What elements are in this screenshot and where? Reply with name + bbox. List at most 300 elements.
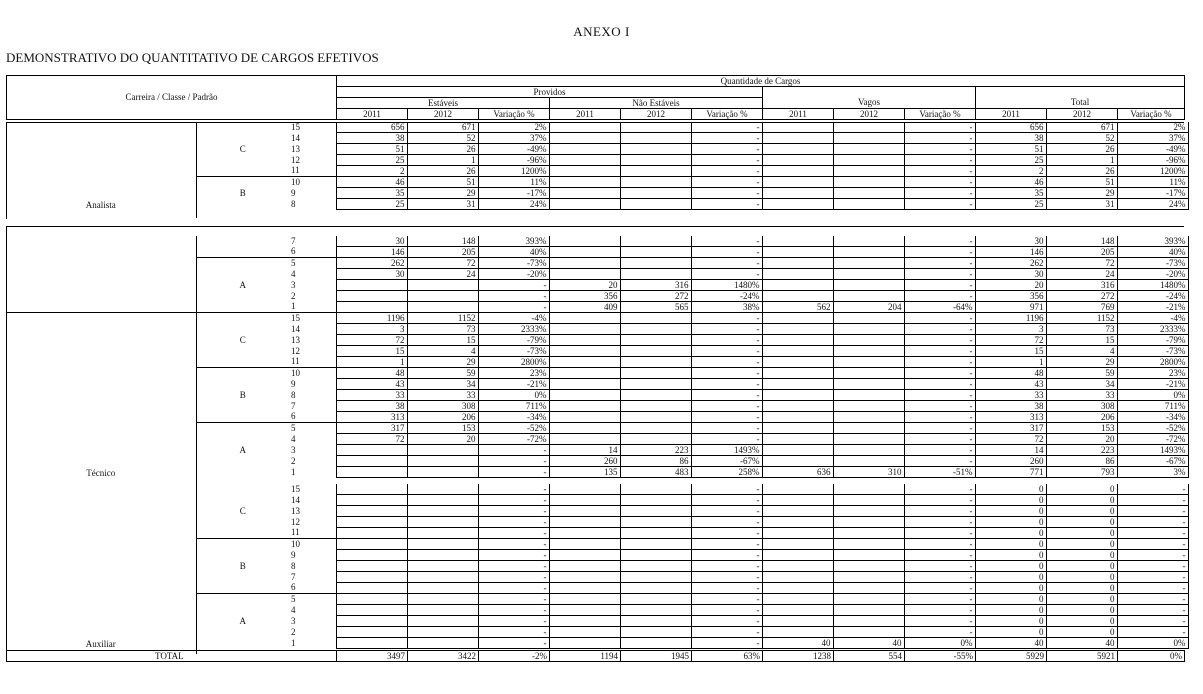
value-cell: 1 (407, 155, 478, 166)
value-cell (833, 506, 904, 517)
value-cell: -21% (1117, 302, 1188, 313)
value-cell: 31 (407, 199, 478, 210)
header-year: 2012 (1047, 109, 1118, 120)
value-cell: - (904, 572, 975, 583)
header-variacao: Variação % (905, 109, 976, 120)
value-cell (407, 291, 478, 302)
padrao-cell: 6 (289, 583, 336, 594)
value-cell: - (904, 495, 975, 506)
header-year: 2012 (621, 109, 692, 120)
value-cell: - (691, 583, 762, 594)
value-cell (620, 379, 691, 390)
value-cell (762, 346, 833, 357)
value-cell: - (691, 616, 762, 627)
value-cell (762, 269, 833, 280)
padrao-cell: 9 (289, 379, 336, 390)
value-cell (336, 572, 407, 583)
value-cell: - (904, 280, 975, 291)
value-cell: -73% (1117, 258, 1188, 269)
value-cell: -52% (1117, 423, 1188, 434)
value-cell: 48 (975, 368, 1046, 379)
value-cell: - (691, 638, 762, 649)
value-cell: -17% (1117, 188, 1188, 199)
value-cell: 37% (478, 133, 549, 144)
value-cell (833, 247, 904, 258)
value-cell (336, 467, 407, 478)
value-cell: 72 (407, 258, 478, 269)
value-cell: 313 (975, 412, 1046, 423)
padrao-cell: 12 (289, 517, 336, 528)
value-cell (762, 133, 833, 144)
value-cell (549, 166, 620, 177)
value-cell: 636 (762, 467, 833, 478)
value-cell: 43 (975, 379, 1046, 390)
value-cell: 0 (1046, 594, 1117, 605)
value-cell: 1200% (1117, 166, 1188, 177)
table-row (6, 313, 1203, 324)
classe-label: C (239, 143, 246, 154)
header-estaveis: Estáveis (337, 98, 550, 109)
value-cell (833, 550, 904, 561)
value-cell: - (904, 506, 975, 517)
value-cell: - (478, 583, 549, 594)
value-cell: 308 (407, 401, 478, 412)
value-cell: 24% (1117, 199, 1188, 210)
value-cell: - (904, 434, 975, 445)
value-cell: - (904, 269, 975, 280)
table-row (6, 484, 1203, 495)
value-cell: 11% (1117, 177, 1188, 188)
value-cell (762, 616, 833, 627)
value-cell (620, 506, 691, 517)
value-cell: - (691, 434, 762, 445)
value-cell: - (1117, 550, 1188, 561)
value-cell: 206 (1046, 412, 1117, 423)
value-cell (762, 335, 833, 346)
value-cell: 0% (1117, 390, 1188, 401)
value-cell: 29 (1046, 357, 1117, 368)
value-cell: 0 (1046, 583, 1117, 594)
value-cell (762, 313, 833, 324)
value-cell: - (691, 368, 762, 379)
value-cell: 2 (336, 166, 407, 177)
value-cell: 46 (336, 177, 407, 188)
value-cell (549, 638, 620, 649)
value-cell (762, 572, 833, 583)
header-variacao: Variação % (692, 109, 763, 120)
value-cell: 26 (1046, 166, 1117, 177)
value-cell: -72% (478, 434, 549, 445)
padrao-cell: 13 (289, 144, 336, 155)
value-cell (620, 605, 691, 616)
value-cell (833, 616, 904, 627)
value-cell (336, 484, 407, 495)
header-year: 2011 (976, 109, 1047, 120)
value-cell (833, 572, 904, 583)
value-cell: 316 (1046, 280, 1117, 291)
value-cell: -4% (1117, 313, 1188, 324)
classe-label: A (196, 423, 289, 478)
value-cell (762, 368, 833, 379)
value-cell (833, 445, 904, 456)
value-cell: 31 (1046, 199, 1117, 210)
value-cell (762, 484, 833, 495)
value-cell (407, 550, 478, 561)
total-value-cell: 63% (692, 651, 763, 662)
value-cell: 0 (975, 616, 1046, 627)
value-cell: 15 (1046, 335, 1117, 346)
data-table (6, 122, 1203, 210)
value-cell (762, 144, 833, 155)
value-cell (762, 280, 833, 291)
classe-label: A (196, 258, 289, 313)
value-cell: 0% (1117, 638, 1188, 649)
value-cell: - (904, 456, 975, 467)
padrao-cell: 13 (289, 335, 336, 346)
value-cell: 34 (1046, 379, 1117, 390)
value-cell: - (691, 627, 762, 638)
value-cell: -73% (1117, 346, 1188, 357)
value-cell: 3 (336, 324, 407, 335)
value-cell (620, 412, 691, 423)
value-cell: 0 (1046, 528, 1117, 539)
value-cell: 24 (1046, 269, 1117, 280)
value-cell: 72 (336, 335, 407, 346)
value-cell: 1152 (1046, 313, 1117, 324)
value-cell (336, 445, 407, 456)
value-cell: - (691, 605, 762, 616)
value-cell (336, 456, 407, 467)
value-cell: 20 (407, 434, 478, 445)
value-cell (549, 368, 620, 379)
value-cell (833, 155, 904, 166)
value-cell: 23% (478, 368, 549, 379)
value-cell (407, 467, 478, 478)
value-cell: 51 (336, 144, 407, 155)
padrao-cell: 12 (289, 155, 336, 166)
padrao-cell: 4 (289, 269, 336, 280)
value-cell: - (904, 627, 975, 638)
value-cell: - (904, 236, 975, 247)
total-table (6, 650, 1185, 662)
data-table (6, 484, 1203, 649)
value-cell: 148 (1046, 236, 1117, 247)
value-cell (549, 401, 620, 412)
padrao-cell: 11 (289, 357, 336, 368)
value-cell: - (691, 269, 762, 280)
value-cell: 671 (407, 122, 478, 133)
value-cell: - (691, 423, 762, 434)
value-cell: - (691, 506, 762, 517)
value-cell (833, 122, 904, 133)
header-providos: Providos (337, 87, 763, 98)
value-cell: 0 (975, 528, 1046, 539)
value-cell: 33 (975, 390, 1046, 401)
value-cell: 72 (975, 434, 1046, 445)
padrao-cell: 9 (289, 550, 336, 561)
value-cell: - (478, 572, 549, 583)
value-cell: 260 (549, 456, 620, 467)
value-cell (336, 627, 407, 638)
value-cell: - (1117, 528, 1188, 539)
value-cell: - (1117, 583, 1188, 594)
value-cell: 3% (1117, 467, 1188, 478)
value-cell: - (691, 155, 762, 166)
value-cell: - (904, 401, 975, 412)
value-cell: - (904, 155, 975, 166)
value-cell: - (904, 177, 975, 188)
value-cell: 483 (620, 467, 691, 478)
value-cell: 40 (762, 638, 833, 649)
value-cell: - (1117, 572, 1188, 583)
padrao-cell: 1 (289, 467, 336, 478)
value-cell: - (904, 122, 975, 133)
value-cell: -17% (478, 188, 549, 199)
value-cell: - (478, 517, 549, 528)
value-cell: 40% (478, 247, 549, 258)
value-cell (549, 572, 620, 583)
value-cell: 73 (1046, 324, 1117, 335)
value-cell: 0 (975, 517, 1046, 528)
value-cell: - (478, 506, 549, 517)
value-cell: 0 (1046, 616, 1117, 627)
value-cell: -21% (478, 379, 549, 390)
value-cell (549, 144, 620, 155)
value-cell (620, 583, 691, 594)
total-value-cell: 1194 (550, 651, 621, 662)
padrao-cell: 5 (289, 423, 336, 434)
total-value-cell: 0% (1118, 651, 1185, 662)
padrao-cell: 4 (289, 434, 336, 445)
value-cell: 769 (1046, 302, 1117, 313)
header-year: 2011 (550, 109, 621, 120)
padrao-cell: 10 (289, 177, 336, 188)
value-cell: - (904, 379, 975, 390)
value-cell (833, 258, 904, 269)
value-cell: 1 (1046, 155, 1117, 166)
value-cell: - (691, 236, 762, 247)
padrao-cell: 6 (289, 247, 336, 258)
value-cell: 1200% (478, 166, 549, 177)
value-cell: 317 (975, 423, 1046, 434)
value-cell (549, 379, 620, 390)
value-cell: 0 (975, 605, 1046, 616)
total-value-cell: -2% (479, 651, 550, 662)
data-table (6, 236, 1203, 478)
value-cell: 313 (336, 412, 407, 423)
value-cell: - (478, 616, 549, 627)
value-cell: 0% (478, 390, 549, 401)
value-cell (620, 346, 691, 357)
value-cell (620, 357, 691, 368)
value-cell: - (904, 357, 975, 368)
value-cell: 20 (1046, 434, 1117, 445)
value-cell: - (904, 368, 975, 379)
value-cell: 51 (407, 177, 478, 188)
value-cell: 29 (407, 357, 478, 368)
value-cell (620, 313, 691, 324)
value-cell: - (478, 495, 549, 506)
total-label: TOTAL (7, 651, 337, 662)
value-cell: 0 (1046, 539, 1117, 550)
value-cell: 148 (407, 236, 478, 247)
value-cell: - (691, 324, 762, 335)
value-cell (620, 517, 691, 528)
value-cell (620, 561, 691, 572)
value-cell (407, 572, 478, 583)
padrao-cell: 3 (289, 445, 336, 456)
value-cell (336, 583, 407, 594)
value-cell (833, 379, 904, 390)
padrao-cell: 6 (289, 412, 336, 423)
value-cell: - (478, 539, 549, 550)
value-cell: 258% (691, 467, 762, 478)
value-cell (762, 594, 833, 605)
value-cell (762, 528, 833, 539)
value-cell: 33 (407, 390, 478, 401)
value-cell (620, 572, 691, 583)
value-cell: - (478, 550, 549, 561)
padrao-cell: 10 (289, 368, 336, 379)
padrao-cell: 7 (289, 572, 336, 583)
value-cell: 38% (691, 302, 762, 313)
value-cell (620, 166, 691, 177)
value-cell: - (691, 247, 762, 258)
value-cell: 656 (336, 122, 407, 133)
value-cell: 1 (336, 357, 407, 368)
value-cell: - (691, 517, 762, 528)
value-cell (620, 133, 691, 144)
value-cell: -20% (478, 269, 549, 280)
value-cell (549, 236, 620, 247)
value-cell: 393% (1117, 236, 1188, 247)
value-cell: - (904, 144, 975, 155)
value-cell: 15 (407, 335, 478, 346)
value-cell: - (904, 517, 975, 528)
value-cell: - (904, 335, 975, 346)
value-cell: -24% (1117, 291, 1188, 302)
value-cell (620, 550, 691, 561)
value-cell (620, 199, 691, 210)
value-cell: - (904, 199, 975, 210)
value-cell (549, 133, 620, 144)
row-divider (6, 226, 1184, 227)
value-cell: - (691, 188, 762, 199)
value-cell (833, 188, 904, 199)
value-cell: 971 (975, 302, 1046, 313)
value-cell: -21% (1117, 379, 1188, 390)
value-cell (549, 247, 620, 258)
value-cell (762, 155, 833, 166)
value-cell: 0% (904, 638, 975, 649)
value-cell: 0 (975, 583, 1046, 594)
value-cell (833, 269, 904, 280)
value-cell: - (904, 258, 975, 269)
value-cell (407, 445, 478, 456)
value-cell: 35 (975, 188, 1046, 199)
value-cell (833, 605, 904, 616)
value-cell (833, 627, 904, 638)
value-cell (833, 434, 904, 445)
value-cell: - (1117, 616, 1188, 627)
value-cell (620, 236, 691, 247)
value-cell (762, 247, 833, 258)
value-cell (833, 177, 904, 188)
value-cell (833, 133, 904, 144)
value-cell: 0 (1046, 517, 1117, 528)
value-cell (762, 456, 833, 467)
value-cell (762, 539, 833, 550)
value-cell: -34% (1117, 412, 1188, 423)
value-cell: 2333% (478, 324, 549, 335)
value-cell: 0 (1046, 561, 1117, 572)
value-cell: - (904, 346, 975, 357)
value-cell: - (691, 258, 762, 269)
padrao-cell: 12 (289, 346, 336, 357)
header-nao-estaveis: Não Estáveis (550, 98, 763, 109)
padrao-cell: 15 (289, 484, 336, 495)
value-cell (549, 188, 620, 199)
value-cell: 0 (1046, 506, 1117, 517)
value-cell: -79% (478, 335, 549, 346)
value-cell: - (478, 291, 549, 302)
value-cell: 2 (975, 166, 1046, 177)
value-cell: 73 (407, 324, 478, 335)
value-cell (549, 583, 620, 594)
value-cell: 356 (549, 291, 620, 302)
value-cell (833, 236, 904, 247)
value-cell: - (478, 456, 549, 467)
value-cell: - (904, 539, 975, 550)
document-title: ANEXO I (573, 24, 630, 39)
value-cell (407, 506, 478, 517)
value-cell: -51% (904, 467, 975, 478)
value-cell: - (904, 291, 975, 302)
value-cell: 711% (1117, 401, 1188, 412)
value-cell (762, 627, 833, 638)
value-cell (833, 368, 904, 379)
value-cell: 30 (336, 269, 407, 280)
total-value-cell: -55% (905, 651, 976, 662)
value-cell: 0 (975, 539, 1046, 550)
value-cell: 46 (975, 177, 1046, 188)
value-cell (762, 434, 833, 445)
value-cell (336, 605, 407, 616)
value-cell (620, 434, 691, 445)
value-cell: 1493% (1117, 445, 1188, 456)
value-cell: - (904, 247, 975, 258)
value-cell: 135 (549, 467, 620, 478)
value-cell: -96% (478, 155, 549, 166)
padrao-cell: 8 (289, 390, 336, 401)
value-cell: 146 (975, 247, 1046, 258)
classe-label: B (196, 539, 289, 594)
value-cell (833, 166, 904, 177)
value-cell (407, 495, 478, 506)
value-cell: 272 (1046, 291, 1117, 302)
classe-label: B (196, 177, 289, 210)
padrao-cell: 14 (289, 133, 336, 144)
value-cell (336, 495, 407, 506)
value-cell (620, 324, 691, 335)
value-cell: - (691, 550, 762, 561)
value-cell: 317 (336, 423, 407, 434)
padrao-cell: 15 (289, 122, 336, 133)
value-cell (336, 594, 407, 605)
padrao-cell: 2 (289, 627, 336, 638)
value-cell: - (691, 401, 762, 412)
value-cell (407, 528, 478, 539)
